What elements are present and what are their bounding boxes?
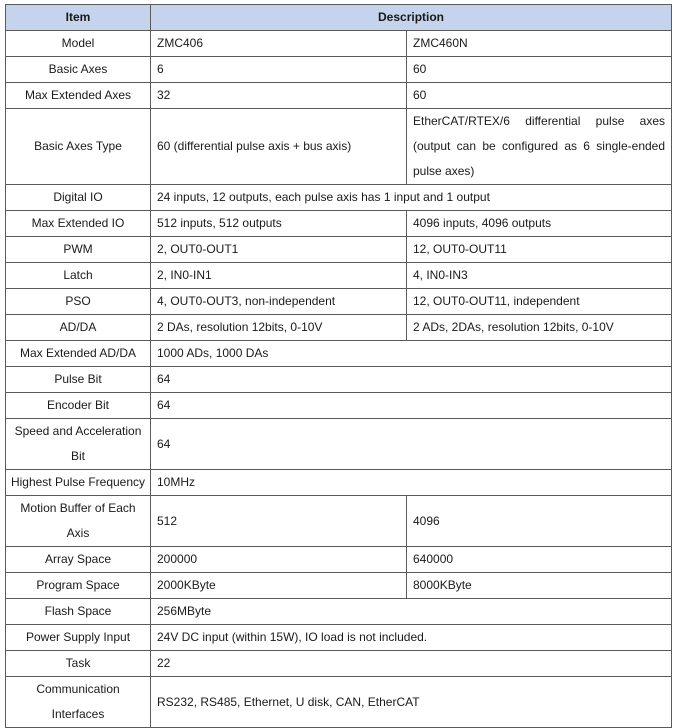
zmc406-value: 2 DAs, resolution 12bits, 0-10V [151, 315, 407, 341]
zmc460n-value: 2 ADs, 2DAs, resolution 12bits, 0-10V [407, 315, 672, 341]
table-row [6, 470, 672, 496]
row-label: Communication Interfaces [6, 677, 151, 728]
zmc406-value: 512 inputs, 512 outputs [151, 211, 407, 237]
zmc406-value: 60 (differential pulse axis + bus axis) [151, 109, 407, 185]
row-label: Max Extended AD/DA [6, 341, 151, 367]
shared-value: 64 [151, 367, 672, 393]
table-row [6, 367, 672, 393]
shared-value: RS232, RS485, Ethernet, U disk, CAN, EtherCAT [151, 677, 672, 728]
zmc406-value: 4, OUT0-OUT3, non-independent [151, 289, 407, 315]
row-label: Max Extended IO [6, 211, 151, 237]
table-row [6, 547, 672, 573]
zmc460n-value: EtherCAT/RTEX/6 differential pulse axes (output can be configured as 6 single-ended pulse axes) [407, 109, 672, 185]
table-row [6, 315, 672, 341]
table-row [6, 573, 672, 599]
zmc460n-value: 640000 [407, 547, 672, 573]
zmc460n-value: 4096 [407, 496, 672, 547]
zmc460n-value: 4, IN0-IN3 [407, 263, 672, 289]
table-row [6, 393, 672, 419]
row-label: Array Space [6, 547, 151, 573]
row-label: AD/DA [6, 315, 151, 341]
zmc406-value: 512 [151, 496, 407, 547]
table-row [6, 651, 672, 677]
row-label: Program Space [6, 573, 151, 599]
shared-value: 64 [151, 393, 672, 419]
zmc460n-value: 60 [407, 83, 672, 109]
zmc460n-value: 60 [407, 57, 672, 83]
shared-value: 24V DC input (within 15W), IO load is not included. [151, 625, 672, 651]
table-row [6, 263, 672, 289]
table-header-row [6, 5, 672, 31]
row-label: Digital IO [6, 185, 151, 211]
table-row [6, 599, 672, 625]
spec-table-container [5, 4, 672, 728]
row-label: Basic Axes Type [6, 109, 151, 185]
table-row [6, 625, 672, 651]
zmc406-value: 2, IN0-IN1 [151, 263, 407, 289]
row-label: PSO [6, 289, 151, 315]
row-label: Basic Axes [6, 57, 151, 83]
zmc460n-value: 4096 inputs, 4096 outputs [407, 211, 672, 237]
zmc406-value: 2, OUT0-OUT1 [151, 237, 407, 263]
zmc460n-value: 12, OUT0-OUT11, independent [407, 289, 672, 315]
row-label: Power Supply Input [6, 625, 151, 651]
row-label: Model [6, 31, 151, 57]
zmc406-value: 2000KByte [151, 573, 407, 599]
table-row [6, 185, 672, 211]
header-description: Description [151, 5, 672, 31]
zmc406-value: 200000 [151, 547, 407, 573]
table-row [6, 496, 672, 547]
row-label: Max Extended Axes [6, 83, 151, 109]
zmc406-value: 6 [151, 57, 407, 83]
zmc406-value: 32 [151, 83, 407, 109]
table-row [6, 57, 672, 83]
zmc460n-value: 8000KByte [407, 573, 672, 599]
table-row [6, 237, 672, 263]
row-label: Encoder Bit [6, 393, 151, 419]
spec-table [5, 4, 672, 728]
table-row [6, 289, 672, 315]
table-row [6, 677, 672, 728]
shared-value: 10MHz [151, 470, 672, 496]
row-label: Task [6, 651, 151, 677]
row-label: Speed and Acceleration Bit [6, 419, 151, 470]
shared-value: 64 [151, 419, 672, 470]
table-row [6, 419, 672, 470]
shared-value: 22 [151, 651, 672, 677]
row-label: Latch [6, 263, 151, 289]
table-row [6, 341, 672, 367]
zmc460n-value: ZMC460N [407, 31, 672, 57]
row-label: Highest Pulse Frequency [6, 470, 151, 496]
shared-value: 1000 ADs, 1000 DAs [151, 341, 672, 367]
zmc460n-value: 12, OUT0-OUT11 [407, 237, 672, 263]
table-row [6, 83, 672, 109]
zmc406-value: ZMC406 [151, 31, 407, 57]
table-row [6, 211, 672, 237]
header-item: Item [6, 5, 151, 31]
shared-value: 256MByte [151, 599, 672, 625]
row-label: Flash Space [6, 599, 151, 625]
shared-value: 24 inputs, 12 outputs, each pulse axis has 1 input and 1 output [151, 185, 672, 211]
row-label: Motion Buffer of Each Axis [6, 496, 151, 547]
row-label: PWM [6, 237, 151, 263]
table-row [6, 31, 672, 57]
table-row [6, 109, 672, 185]
row-label: Pulse Bit [6, 367, 151, 393]
